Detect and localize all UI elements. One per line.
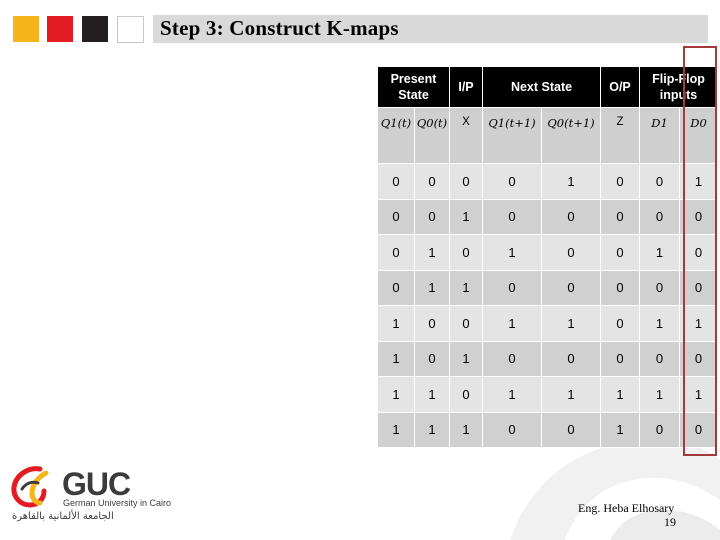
- table-cell: 0: [601, 341, 640, 377]
- table-cell: 0: [542, 341, 601, 377]
- table-cell: 1: [601, 377, 640, 413]
- black-square-decoration: [82, 16, 108, 42]
- table-cell: 0: [483, 412, 542, 448]
- col-z: Z: [601, 108, 640, 164]
- table-cell: 0: [680, 199, 718, 235]
- slide-title: Step 3: Construct K-maps: [160, 16, 399, 40]
- group-header-row: [378, 67, 718, 108]
- table-cell: 0: [450, 235, 483, 271]
- table-cell: 0: [680, 412, 718, 448]
- col-d0: D0: [680, 108, 718, 164]
- table-cell: 1: [450, 199, 483, 235]
- table-cell: 1: [378, 377, 415, 413]
- table-cell: 0: [640, 199, 680, 235]
- header-present-state: Present State: [378, 67, 450, 108]
- table-cell: 1: [378, 341, 415, 377]
- table-cell: 1: [415, 377, 450, 413]
- table-cell: 1: [483, 306, 542, 342]
- white-square-decoration: [117, 16, 144, 43]
- table-row: [378, 306, 718, 342]
- table-cell: 0: [601, 199, 640, 235]
- table-cell: 1: [450, 270, 483, 306]
- table-row: [378, 377, 718, 413]
- col-d1: D1: [640, 108, 680, 164]
- col-q0-t: Q0(t): [415, 108, 450, 164]
- table-cell: 0: [680, 341, 718, 377]
- table-cell: 0: [415, 341, 450, 377]
- table-cell: 0: [415, 199, 450, 235]
- table-cell: 0: [415, 306, 450, 342]
- table-cell: 0: [601, 306, 640, 342]
- table-cell: 1: [640, 306, 680, 342]
- table-cell: 0: [483, 341, 542, 377]
- table-cell: 1: [415, 412, 450, 448]
- table-cell: 0: [542, 270, 601, 306]
- table-cell: 1: [680, 377, 718, 413]
- table-cell: 0: [450, 306, 483, 342]
- table-cell: 0: [378, 164, 415, 200]
- table-cell: 0: [378, 235, 415, 271]
- table-cell: 0: [378, 199, 415, 235]
- table-row: [378, 164, 718, 200]
- table-cell: 1: [542, 164, 601, 200]
- guc-logo-icon: [10, 465, 62, 511]
- table-cell: 0: [415, 164, 450, 200]
- table-cell: 1: [680, 164, 718, 200]
- header-output: O/P: [601, 67, 640, 108]
- table-cell: 0: [640, 270, 680, 306]
- footer-author: Eng. Heba Elhosary: [578, 501, 675, 515]
- yellow-square-decoration: [13, 16, 39, 42]
- col-x: X: [450, 108, 483, 164]
- header-input: I/P: [450, 67, 483, 108]
- table-cell: 0: [483, 164, 542, 200]
- table-cell: 0: [680, 235, 718, 271]
- table-row: [378, 235, 718, 271]
- table-cell: 1: [415, 270, 450, 306]
- col-q1-t: Q1(t): [378, 108, 415, 164]
- table-cell: 1: [601, 412, 640, 448]
- table-cell: 0: [378, 270, 415, 306]
- table-cell: 0: [640, 164, 680, 200]
- table-cell: 1: [680, 306, 718, 342]
- table-cell: 0: [483, 270, 542, 306]
- col-q1-t1: Q1(t+1): [483, 108, 542, 164]
- table-cell: 0: [483, 199, 542, 235]
- table-cell: 0: [450, 164, 483, 200]
- table-cell: 0: [640, 412, 680, 448]
- table-cell: 0: [601, 270, 640, 306]
- table-cell: 1: [542, 377, 601, 413]
- table-cell: 0: [542, 412, 601, 448]
- table-row: [378, 270, 718, 306]
- guc-logo-subtitle: German University in Cairo: [63, 498, 172, 508]
- column-header-row: [378, 108, 718, 164]
- table-cell: 0: [542, 235, 601, 271]
- table-cell: 1: [640, 235, 680, 271]
- col-q0-t1: Q0(t+1): [542, 108, 601, 164]
- d0-column-highlight: [683, 46, 717, 456]
- table-row: [378, 341, 718, 377]
- table-cell: 0: [450, 377, 483, 413]
- table-cell: 1: [450, 412, 483, 448]
- table-cell: 0: [640, 341, 680, 377]
- table-cell: 1: [378, 306, 415, 342]
- table-cell: 1: [483, 377, 542, 413]
- table-cell: 1: [483, 235, 542, 271]
- table-row: [378, 199, 718, 235]
- table-row: [378, 412, 718, 448]
- table-cell: 0: [542, 199, 601, 235]
- header-flip-flop-inputs: Flip-Flop inputs: [640, 67, 718, 108]
- table-cell: 1: [542, 306, 601, 342]
- state-transition-table: [377, 66, 718, 448]
- table-cell: 1: [640, 377, 680, 413]
- table-cell: 1: [450, 341, 483, 377]
- table-cell: 0: [601, 235, 640, 271]
- header-next-state: Next State: [483, 67, 601, 108]
- table-cell: 1: [378, 412, 415, 448]
- table-cell: 0: [601, 164, 640, 200]
- slide-number: 19: [664, 515, 676, 529]
- red-square-decoration: [47, 16, 73, 42]
- table-cell: 1: [415, 235, 450, 271]
- guc-logo-arabic: الجامعة الألمانية بالقاهرة: [12, 511, 114, 522]
- table-cell: 0: [680, 270, 718, 306]
- guc-logo-wordmark: GUC: [62, 466, 131, 502]
